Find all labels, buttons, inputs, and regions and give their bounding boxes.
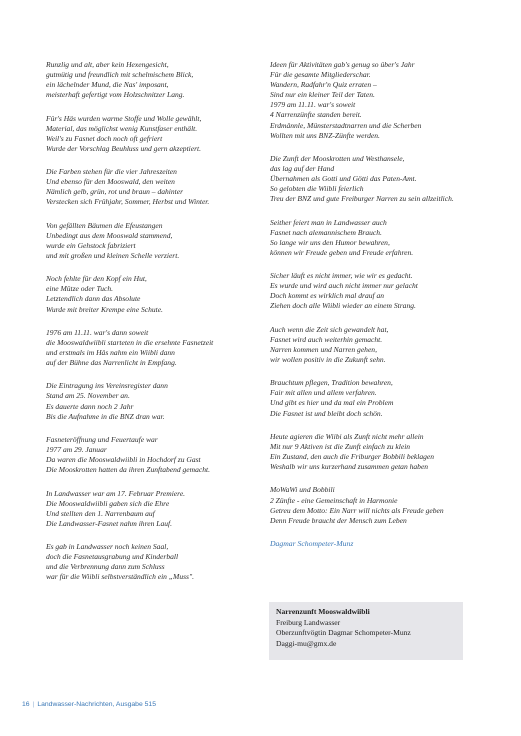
poem-line: Und ebenso für den Mooswald, den weiten: [46, 177, 175, 187]
poem-line: wir wollen positiv in die Zukunft sehn.: [270, 355, 386, 364]
stanza: [46, 435, 266, 475]
footer-separator: |: [32, 701, 35, 708]
stanza: [46, 381, 266, 421]
poem-line: Unbedingt aus dem Mooswald stammend,: [46, 230, 173, 240]
stanza: [46, 60, 266, 100]
poem-line: Wurde mit breiter Krempe eine Schute.: [46, 304, 163, 314]
poem-line: Und gibt es hier und da mal ein Problem: [270, 398, 394, 408]
poem-line: Seither feiert man in Landwasser auch: [270, 217, 387, 227]
stanza: [46, 167, 266, 207]
poem-line: und mit großen und kleinen Schelle verziert.: [46, 250, 180, 260]
contact-organization: Narrenzunft Mooswaldwiibli: [276, 607, 370, 616]
poem-line: Getreu dem Motto: Ein Narr will nichts als Freude geben: [270, 505, 444, 515]
poem-line: Für's Häs wurden warme Stoffe und Wolle gewählt,: [46, 113, 202, 123]
poem-line: Erdmännle, Münsterstadtnarren und die Scherben: [270, 120, 422, 130]
poem-line: Weshalb wir uns kurzerhand zusammen getan haben: [270, 462, 429, 472]
poem-line: So gelobten die Wiibli feierlich: [270, 184, 364, 194]
poem-line: Verstecken sich Frühjahr, Sommer, Herbst und Winter.: [46, 197, 210, 207]
stanza: [46, 274, 266, 314]
stanza: [46, 542, 266, 582]
poem-line: Ein Zustand, den auch die Friburger Bobbili beklagen: [270, 452, 435, 462]
poem-line: war für die Wiibli selbstverständlich ein „Muss".: [46, 572, 195, 582]
poem-line: 4 Narrenzünfte standen bereit.: [270, 110, 362, 120]
poem-line: Die Farben stehen für die vier Jahreszeiten: [46, 167, 177, 177]
stanza: [270, 485, 485, 525]
poem-line: Letztendlich dann das Absolute: [46, 294, 141, 304]
poem-line: 1976 am 11.11. war's dann soweit: [46, 327, 149, 337]
poem-line: das lag auf der Hand: [270, 164, 335, 174]
poem-line: ein lächelnder Mund, die Nas' imposant,: [46, 80, 169, 90]
author-signature: Dagmar Schompeter-Munz: [270, 538, 354, 548]
poem-line: Ideen für Aktivitäten gab's genug so über's Jahr: [270, 60, 415, 69]
poem-line: Die Eintragung ins Vereinsregister dann: [46, 381, 168, 391]
contact-box: [269, 602, 463, 660]
poem-line: Brauchtum pflegen, Tradition bewahren,: [270, 378, 393, 388]
poem-line: Von gefällten Bäumen die Efeustangen: [46, 220, 163, 230]
poem-line: Bis die Aufnahme in die BNZ dran war.: [46, 411, 165, 421]
poem-line: In Landwasser war am 17. Februar Premiere.: [46, 488, 186, 498]
poem-line: eine Mütze oder Tuch.: [46, 284, 114, 294]
poem-line: Fair mit allen und allem verfahren.: [270, 388, 377, 398]
poem-line: Fasnet wird auch weiterhin gemacht.: [270, 334, 383, 344]
poem-line: 1979 am 11.11. war's soweit: [270, 100, 356, 110]
poem-line: gutmütig und freundlich mit schelmischem Blick,: [46, 70, 194, 80]
poem-line: Es dauerte dann noch 2 Jahr: [46, 401, 134, 411]
poem-line: und die Verbrennung dann zum Schluss: [46, 562, 165, 572]
poem-line: Heute agieren die Wiibi als Zunft nicht mehr allein: [270, 431, 424, 441]
poem-column-right: [270, 60, 485, 549]
page-footer: [22, 701, 156, 708]
stanza: [270, 154, 485, 204]
stanza: [46, 221, 266, 261]
contact-email[interactable]: Daggi-mu@gmx.de: [276, 639, 337, 649]
poem-column-left: [46, 60, 266, 596]
stanza: [46, 328, 266, 368]
stanza: [270, 325, 485, 365]
poem-line: Material, das möglichst wenig Kunstfaser enthält.: [46, 123, 198, 133]
poem-line: Fasneteröffnung und Feuertaufe war: [46, 434, 158, 444]
poem-line: Mit nur 9 Aktiven ist die Zunft einfach zu klein: [270, 441, 411, 451]
stanza: [270, 432, 485, 472]
poem-line: doch die Fasnetausgrabung und Kinderball: [46, 552, 179, 562]
stanza: [270, 60, 485, 141]
poem-line: Doch kommt es wirklich mal drauf an: [270, 291, 385, 301]
poem-line: Die Mooswaldwiibli gaben sich die Ehre: [46, 498, 170, 508]
poem-line: Fasnet nach alemannischem Brauch.: [270, 227, 382, 237]
poem-line: Übernahmen als Gotti und Götti das Paten-Amt.: [270, 174, 417, 184]
poem-line: So lange wir uns den Humor bewahren,: [270, 237, 390, 247]
poem-line: Wurde der Vorschlag Beuhluss und gern akzeptiert.: [46, 143, 202, 153]
poem-line: Narren kommen und Narren gehen,: [270, 344, 377, 354]
stanza: [46, 489, 266, 529]
stanza: [270, 218, 485, 258]
page-number: 16: [22, 701, 30, 708]
poem-line: Noch fehlte für den Kopf ein Hut,: [46, 274, 147, 284]
stanza: [270, 271, 485, 311]
stanza: [270, 378, 485, 418]
poem-line: Runzlig und alt, aber kein Hexengesicht,: [46, 60, 169, 69]
poem-line: die Mooswaldwiibli starteten in die ersehnte Fasnetzeit: [46, 337, 214, 347]
poem-line: Und stellten den 1. Narrenbaum auf: [46, 508, 155, 518]
poem-line: Ziehen doch alle Wiibli wieder an einem Strang.: [270, 301, 416, 311]
contact-location: Freiburg Landwasser: [276, 617, 341, 627]
contact-person: Oberzunftvögtin Dagmar Schompeter-Munz: [276, 628, 411, 638]
poem-line: Es wurde und wird auch nicht immer nur gelacht: [270, 281, 418, 291]
poem-line: Stand am 25. November an.: [46, 391, 130, 401]
poem-line: Weil's zu Fasnet doch noch oft gefriert: [46, 133, 163, 143]
publication-name: Landwasser-Nachrichten, Ausgabe 515: [37, 701, 156, 708]
poem-line: Sicher läuft es nicht immer, wie wir es gedacht.: [270, 271, 413, 281]
poem-line: Treu der BNZ und gute Freiburger Narren zu sein allzeitlich.: [270, 194, 454, 204]
poem-line: MoWaWi und Bobbili: [270, 485, 335, 495]
poem-line: Nämlich gelb, grün, rot und braun – dahinter: [46, 187, 184, 197]
poem-line: 2 Zünfte - eine Gemeinschaft in Harmonie: [270, 495, 398, 505]
poem-line: Da waren die Mooswaldwiibli in Hochdorf zu Gast: [46, 455, 201, 465]
poem-line: Wandern, Radfahr'n Quiz erraten –: [270, 80, 377, 90]
poem-line: Sind nur ein kleiner Teil der Taten.: [270, 90, 375, 100]
poem-line: Die Zunft der Mooskrotten und Westhansele,: [270, 153, 405, 163]
poem-line: meisterhaft gefertigt vom Holzschnitzer Lang.: [46, 90, 185, 100]
poem-line: Auch wenn die Zeit sich gewandelt hat,: [270, 324, 389, 334]
poem-line: auf der Bühne das Narrenlicht in Empfang.: [46, 358, 177, 368]
poem-line: wurde ein Gehstock fabriziert: [46, 240, 136, 250]
poem-line: Die Landwasser-Fasnet nahm ihren Lauf.: [46, 518, 172, 528]
poem-line: können wir Freude geben und Freude erfahren.: [270, 247, 414, 257]
poem-line: Die Fasnet ist und bleibt doch schön.: [270, 408, 383, 418]
poem-line: Für die gesamte Mitgliederschar.: [270, 70, 371, 80]
poem-line: Wollten mit uns BNZ-Zünfte werden.: [270, 130, 380, 140]
stanza: [46, 114, 266, 154]
poem-line: 1977 am 29. Januar: [46, 445, 107, 455]
poem-line: Die Mooskrotten hatten da ihren Zunftabend gemacht.: [46, 465, 210, 475]
poem-line: Denn Freude braucht der Mensch zum Leben: [270, 515, 407, 525]
poem-line: Es gab in Landwasser noch keinen Saal,: [46, 542, 169, 552]
poem-line: und erstmals im Häs nahm ein Wiibli dann: [46, 348, 175, 357]
